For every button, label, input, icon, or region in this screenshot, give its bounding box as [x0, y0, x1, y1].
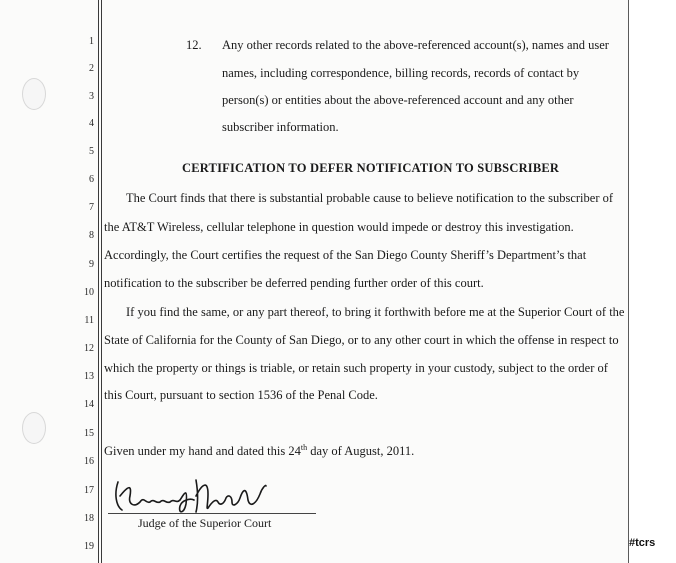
item-number: 12. [186, 38, 202, 52]
paragraph-line: State of California for the County of San Diego, or to any other court in which the offense in respect to [104, 333, 619, 347]
item-line: names, including correspondence, billing records, records of contact by [222, 66, 580, 80]
dated-text-end: day of August, 2011. [307, 444, 415, 458]
line-number: 14 [84, 399, 94, 410]
line-number: 12 [84, 343, 94, 354]
line-number: 13 [84, 371, 94, 382]
margin-rule [101, 0, 102, 563]
margin-rule [98, 0, 99, 563]
signature-line [108, 513, 316, 514]
line-number: 5 [89, 146, 94, 157]
line-number: 15 [84, 428, 94, 439]
paragraph-line: Accordingly, the Court certifies the request of the San Diego County Sheriff’s Department’s that [104, 248, 587, 262]
dated-text: Given under my hand and dated this 24 [104, 444, 301, 458]
right-margin [629, 0, 676, 563]
line-number: 9 [89, 259, 94, 270]
paragraph-line: which the property or things is triable, or retain such property in your custody, subject to the order of [104, 361, 608, 375]
line-number: 18 [84, 513, 94, 524]
line-number: 8 [89, 230, 94, 241]
line-number: 10 [84, 287, 94, 298]
item-line: subscriber information. [222, 120, 339, 134]
judge-signature [110, 474, 270, 516]
paragraph-line: If you find the same, or any part thereof, to bring it forthwith before me at the Superior Court of the [126, 305, 625, 319]
signature-caption: Judge of the Superior Court [138, 516, 272, 530]
item-line: Any other records related to the above-referenced account(s), names and user [222, 38, 609, 52]
line-number: 7 [89, 202, 94, 213]
hashtag-label: #tcrs [629, 537, 656, 549]
paragraph-line: this Court, pursuant to section 1536 of the Penal Code. [104, 388, 378, 402]
line-number: 17 [84, 485, 94, 496]
line-number: 4 [89, 118, 94, 129]
line-number: 11 [84, 315, 94, 326]
line-number: 19 [84, 541, 94, 552]
line-number: 2 [89, 63, 94, 74]
punch-hole [22, 412, 46, 444]
line-number: 6 [89, 174, 94, 185]
paragraph-line: the AT&T Wireless, cellular telephone in question would impede or destroy this investigation. [104, 220, 574, 234]
punch-hole [22, 78, 46, 110]
paragraph-line: The Court finds that there is substantial probable cause to believe notification to the subscriber of [126, 191, 614, 205]
line-number: 1 [89, 36, 94, 47]
paragraph-line: notification to the subscriber be deferred pending further order of this court. [104, 276, 484, 290]
ordinal-suffix: th [300, 442, 308, 452]
dated-line [104, 442, 415, 458]
section-heading: CERTIFICATION TO DEFER NOTIFICATION TO SUBSCRIBER [182, 161, 560, 175]
line-number: 3 [89, 91, 94, 102]
item-line: person(s) or entities about the above-referenced account and any other [222, 93, 574, 107]
line-number: 16 [84, 456, 94, 467]
